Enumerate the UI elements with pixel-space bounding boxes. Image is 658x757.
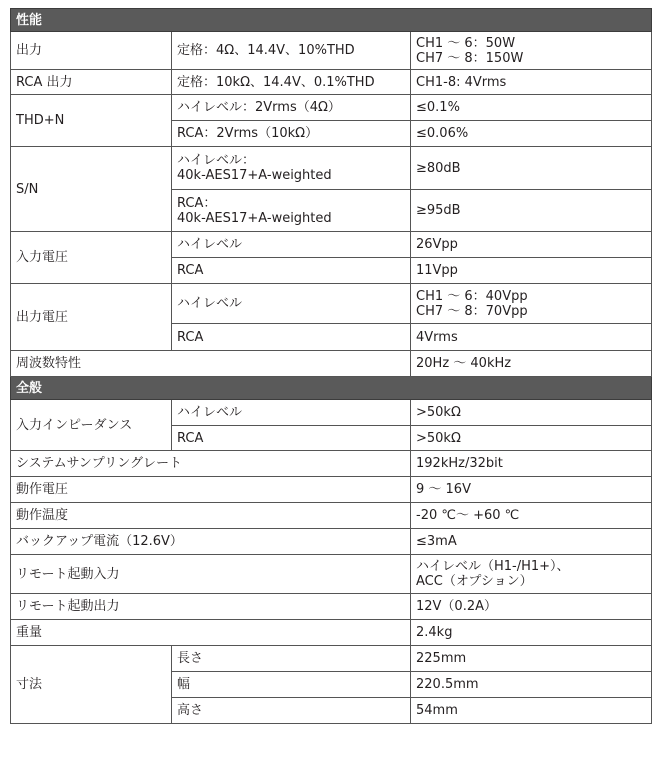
table-row	[11, 95, 652, 121]
table-row	[11, 32, 652, 70]
spec-table	[10, 8, 652, 724]
row-label: 動作電圧	[11, 477, 411, 503]
row-value: 11Vpp	[411, 258, 652, 284]
row-condition: 長さ	[172, 646, 411, 672]
row-condition: ハイレベル： 40k-AES17+A-weighted	[172, 147, 411, 190]
row-value: -20 ℃～ +60 ℃	[411, 503, 652, 529]
row-condition: ハイレベル：2Vrms（4Ω）	[172, 95, 411, 121]
row-value: 220.5mm	[411, 672, 652, 698]
row-condition: RCA：2Vrms（10kΩ）	[172, 121, 411, 147]
row-condition: ハイレベル	[172, 232, 411, 258]
row-value: >50kΩ	[411, 426, 652, 451]
row-value: 4Vrms	[411, 324, 652, 351]
row-label: 重量	[11, 620, 411, 646]
row-value: 26Vpp	[411, 232, 652, 258]
section-title: 全般	[11, 377, 652, 400]
row-label: 動作温度	[11, 503, 411, 529]
table-row	[11, 147, 652, 190]
row-label: THD+N	[11, 95, 172, 147]
row-label: S/N	[11, 147, 172, 232]
row-value: 2.4kg	[411, 620, 652, 646]
table-row	[11, 70, 652, 95]
section-header-performance	[11, 9, 652, 32]
row-value: CH1 ～ 6：50W CH7 ～ 8：150W	[411, 32, 652, 70]
row-value: 192kHz/32bit	[411, 451, 652, 477]
row-value: ≤3mA	[411, 529, 652, 555]
row-label: 周波数特性	[11, 351, 411, 377]
table-row	[11, 451, 652, 477]
row-condition: RCA： 40k-AES17+A-weighted	[172, 190, 411, 232]
row-value: 12V（0.2A）	[411, 594, 652, 620]
row-condition: RCA	[172, 426, 411, 451]
row-value: 54mm	[411, 698, 652, 724]
row-condition: ハイレベル	[172, 284, 411, 324]
row-label: 入力インピーダンス	[11, 400, 172, 451]
table-row	[11, 232, 652, 258]
row-label: 出力電圧	[11, 284, 172, 351]
row-condition: 定格：4Ω、14.4V、10%THD	[172, 32, 411, 70]
table-row	[11, 284, 652, 324]
row-label: 寸法	[11, 646, 172, 724]
row-value: ≥95dB	[411, 190, 652, 232]
table-row	[11, 529, 652, 555]
row-label: バックアップ電流（12.6V）	[11, 529, 411, 555]
row-value: CH1-8: 4Vrms	[411, 70, 652, 95]
row-label: システムサンプリングレート	[11, 451, 411, 477]
table-row	[11, 594, 652, 620]
row-condition: 幅	[172, 672, 411, 698]
table-row	[11, 503, 652, 529]
table-row	[11, 400, 652, 426]
row-condition: ハイレベル	[172, 400, 411, 426]
row-condition: 高さ	[172, 698, 411, 724]
row-condition: RCA	[172, 258, 411, 284]
row-value: ≥80dB	[411, 147, 652, 190]
section-title: 性能	[11, 9, 652, 32]
row-value: 225mm	[411, 646, 652, 672]
row-value: >50kΩ	[411, 400, 652, 426]
row-condition: 定格：10kΩ、14.4V、0.1%THD	[172, 70, 411, 95]
row-value: ≤0.1%	[411, 95, 652, 121]
table-row	[11, 555, 652, 594]
section-header-general	[11, 377, 652, 400]
row-value: ≤0.06%	[411, 121, 652, 147]
row-value: CH1 ～ 6：40Vpp CH7 ～ 8：70Vpp	[411, 284, 652, 324]
table-row	[11, 477, 652, 503]
table-row	[11, 351, 652, 377]
row-value: 9 ～ 16V	[411, 477, 652, 503]
row-value: ハイレベル（H1-/H1+）、 ACC（オプション）	[411, 555, 652, 594]
row-value: 20Hz ～ 40kHz	[411, 351, 652, 377]
row-label: リモート起動入力	[11, 555, 411, 594]
row-label: RCA 出力	[11, 70, 172, 95]
table-row	[11, 646, 652, 672]
table-row	[11, 620, 652, 646]
row-condition: RCA	[172, 324, 411, 351]
row-label: 出力	[11, 32, 172, 70]
spec-table-container	[10, 8, 651, 724]
row-label: リモート起動出力	[11, 594, 411, 620]
row-label: 入力電圧	[11, 232, 172, 284]
